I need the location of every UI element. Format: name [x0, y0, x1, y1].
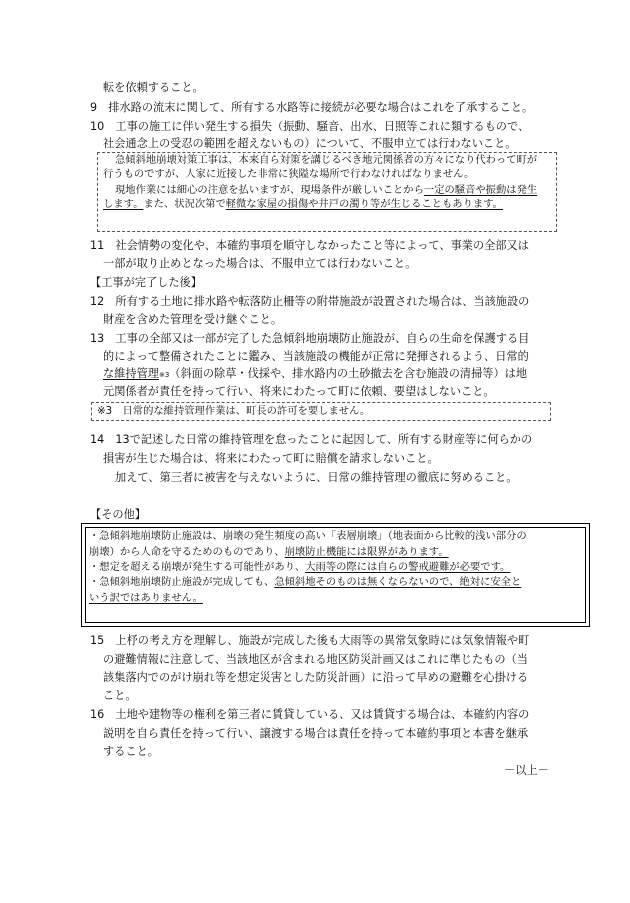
section-heading-other: 【その他】 [90, 508, 146, 521]
caution-line3 [89, 561, 510, 574]
caution-line3-b: 大雨等の際には自らの警戒避難が必要です。 [305, 561, 511, 573]
note-1-line2: 行うものですが、人家に近接した非常に狭隘な場所で行わなければなりません。 [103, 168, 475, 180]
caution-line2 [89, 546, 449, 559]
item-10-line1: 10 工事の施工に伴い発生する損失（振動、騒音、出水、日照等これに類するもので、 [90, 120, 530, 133]
ending-mark: －以上－ [504, 764, 549, 777]
item-11-line1: 11 社会情勢の変化や、本確約事項を順守しなかったこと等によって、事業の全部又は [90, 239, 529, 252]
caution-line4 [89, 576, 521, 589]
note-1-line3-underlined: 一定の騒音や振動は発生 [423, 184, 538, 196]
item-14-line1: 14 13で記述した日常の維持管理を怠ったことに起因して、所有する財産等に何らかの [90, 433, 533, 446]
item-14-line2: 損害が生じた場合は、将来にわたって町に賠償を請求しないこと。 [103, 452, 439, 465]
item-13-footnote-mark: ※3 [158, 371, 170, 379]
item-15-line1: 15 上杼の考え方を理解し、施設が完成した後も大雨等の異常気象時には気象情報や町 [90, 634, 530, 647]
note-1-line1: 急傾斜地崩壊対策工事は、本来自ら対策を講じるべき地元関係者の方々になり代わって町が [115, 154, 538, 166]
item-16-line1: 16 土地や建物等の権利を第三者に賃貸している、又は賃貸する場合は、本確約内容の [90, 708, 530, 721]
item-13-line1: 13 工事の全部又は一部が完了した急傾斜地崩壊防止施設が、自らの生命を保護する目 [90, 332, 530, 345]
section-heading-after-completion: 【工事が完了した後】 [90, 276, 202, 289]
item-15-line3: 該集落内でのがけ崩れ等を想定災害とした防災計画）に沿って早めの避難を心掛ける [103, 671, 529, 684]
item-15-line4: こと。 [103, 689, 137, 702]
note-1-line3 [115, 184, 537, 197]
caution-line2-b: 崩壊防止機能には限界があります。 [284, 546, 449, 558]
caution-line1: ・急傾斜地崩壊防止施設は、崩壊の発生頻度の高い「表層崩壊」（地表面から比較的浅い部分の [89, 530, 527, 542]
item-13-line3-b: （斜面の除草・伐採や、排水路内の土砂撤去を含む施設の清掃等）は地 [169, 367, 528, 380]
caution-line4-a: ・急傾斜地崩壊防止施設が完成しても、 [89, 576, 275, 588]
item-9: 9 排水路の流末に関して、所有する水路等に接続が必要な場合はこれを了承すること。 [90, 101, 534, 114]
item-13-line3 [103, 367, 527, 382]
item-15-line2: の避難情報に注意して、当該地区が含まれる地区防災計画又はこれに準じたもの（当 [103, 653, 528, 666]
note-1-line4 [103, 198, 503, 211]
item-12-line1: 12 所有する土地に排水路や転落防止柵等の附帯施設が設置された場合は、当該施設の [90, 295, 530, 308]
note-3-text: ※3 日常的な維持管理作業は、町長の許可を要しません。 [97, 405, 371, 417]
caution-line4-b: 急傾斜地そのものは無くならないので、絶対に安全と [274, 576, 522, 588]
caution-line3-a: ・想定を超える崩壊が発生する可能性があり、 [89, 561, 306, 573]
note-1-line4-c: 軽微な家屋の損傷や井戸の濁り等が生じることもあります。 [225, 198, 503, 210]
item-13-line3-a: な維持管理 [103, 367, 159, 380]
note-1-line3-text: 現地作業には細心の注意を払いますが、現場条件が厳しいことから [115, 184, 424, 196]
note-1-line4-b: また、状況次第で [143, 198, 226, 210]
caution-line2-a: 崩壊）から人命を守るためのものであり、 [89, 546, 285, 558]
item-11-line2: 一部が取り止めとなった場合は、不服申立ては行わないこと。 [103, 257, 417, 270]
note-1-line4-a: します。 [103, 198, 144, 210]
item-16-line3: すること。 [103, 745, 159, 758]
caution-line5 [89, 592, 203, 605]
caution-line5-text: いう訳ではありません。 [89, 592, 203, 604]
item-13-line2: 的によって整備されたことに鑑み、当該施設の機能が正常に発揮されるよう、日常的 [103, 350, 529, 363]
item-16-line2: 説明を自ら責任を持って行い、譲渡する場合は責任を持って本確約事項と本書を継承 [103, 727, 529, 740]
item-12-line2: 財産を含めた管理を受け継ぐこと。 [103, 313, 283, 326]
item-13-line4: 元関係者が責任を持って行い、将来にわたって町に依頼、要望はしないこと。 [103, 385, 495, 398]
item-10-line2: 社会通念上の受忍の範囲を超えないもの）について、不服申立ては行わないこと。 [103, 137, 517, 150]
item-14-line3: 加えて、第三者に被害を与えないように、日常の維持管理の徹底に努めること。 [115, 471, 518, 484]
item-text: 転を依頼すること。 [103, 81, 204, 94]
